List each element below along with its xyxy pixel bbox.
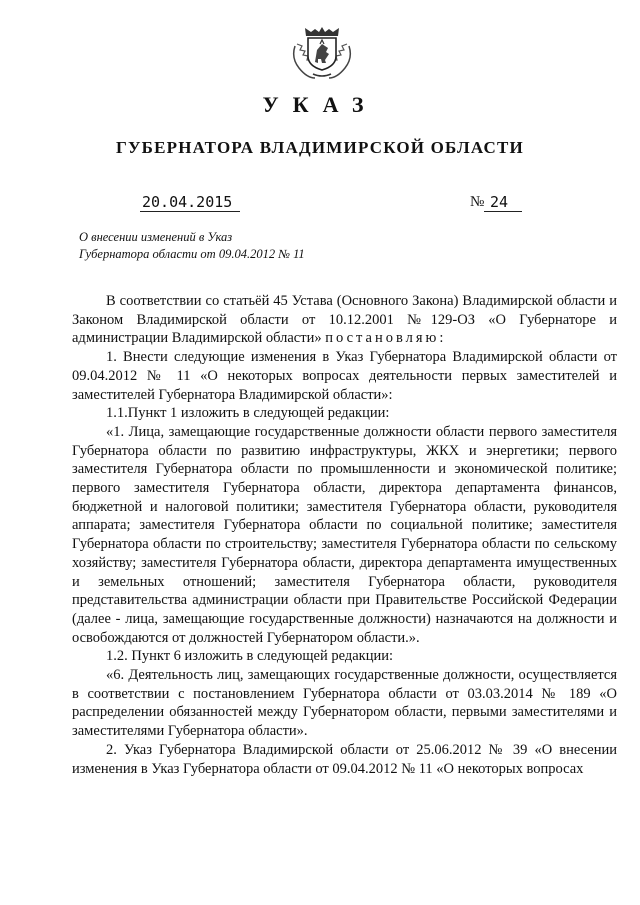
document-subtitle: ГУБЕРНАТОРА ВЛАДИМИРСКОЙ ОБЛАСТИ: [115, 138, 524, 157]
document-heading: [79, 229, 379, 263]
decree-word: постановляю:: [325, 330, 447, 347]
paragraph: «6. Деятельность лиц, замещающих государственные должности, осуществляется в соответствии с постановлением Губернатора области от 03.03.2014 № 189 «О распределении обязанностей между Губернатором области, первыми заместителями и заместителями Губернатора области».: [72, 667, 617, 740]
number-label: №: [470, 194, 485, 210]
paragraph: 1.1.Пункт 1 изложить в следующей редакции:: [106, 405, 390, 422]
document-title: УКАЗ: [262, 92, 378, 117]
coat-of-arms-icon: [291, 22, 353, 82]
paragraph-text: В соответствии со статьёй 45 Устава (Основного Закона) Владимирской области и Законом Владимирской области от 10.12.2001 №129-ОЗ «О Губернаторе и администрации Владимирской области»: [72, 293, 617, 347]
paragraph: [72, 292, 617, 348]
paragraph: 2. Указ Губернатора Владимирской области от 25.06.2012 № 39 «О внесении изменения в Указ Губернатора области от 09.04.2012 № 11 «О некоторых вопросах: [72, 741, 617, 777]
document-number: 24: [484, 193, 522, 212]
paragraph: «1. Лица, замещающие государственные должности области первого заместителя Губернатора области по развитию инфраструктуры, ЖКХ и энергетики; первого заместителя Губернатора области по промышленности и экономической политике; первого заместителя Губернатора области, директора департамента финансов, бюджетной и налоговой политики; заместителя Губернатора области, руководителя аппарата; заместителя Губернатора области по социальной политике; заместителя Губернатора области по строительству; заместителя Губернатора области по сельскому хозяйству; заместителя Губернатора области, директора департамента имущественных и земельных отношений; заместителя Губернатора области, руководителя представительства администрации области при Правительстве Российской Федерации (далее - лица, замещающие государственные должности) назначаются на должности и освобождаются от должностей Губернатором области.».: [72, 423, 617, 646]
heading-line: О внесении изменений в Указ: [79, 230, 233, 244]
heading-line: Губернатора области от 09.04.2012 № 11: [79, 247, 305, 261]
document-date: 20.04.2015: [140, 193, 240, 212]
document-body: [72, 292, 617, 778]
paragraph: 1. Внести следующие изменения в Указ Губернатора Владимирской области от 09.04.2012 № 11 «О некоторых вопросах деятельности первых заместителей и заместителей Губернатора Владимирской области»:: [72, 349, 617, 403]
paragraph: 1.2. Пункт 6 изложить в следующей редакции:: [106, 648, 394, 665]
